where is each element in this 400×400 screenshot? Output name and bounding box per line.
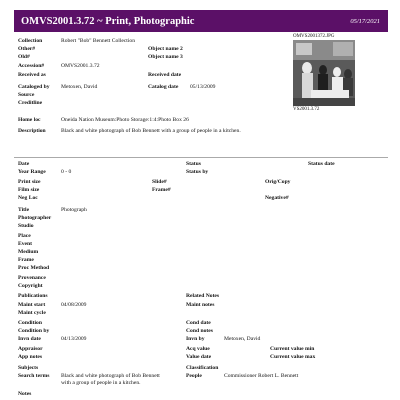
title-value: Photograph	[61, 207, 87, 213]
cond-notes-label: Cond notes	[186, 328, 213, 334]
current-value-min-label: Current value min	[270, 346, 315, 352]
people-label: People	[186, 373, 202, 379]
creditline-label: Creditline	[18, 100, 43, 106]
print-date: 05/17/2021	[350, 17, 380, 25]
image-filename: OMVS2001372.JPG	[293, 34, 335, 39]
other-label: Other#	[18, 46, 36, 52]
appraisor-label: Appraisor	[18, 346, 43, 352]
print-size-label: Print size	[18, 179, 41, 185]
event-label: Event	[18, 241, 32, 247]
photographer-label: Photographer	[18, 215, 52, 221]
condition-label: Condition	[18, 320, 42, 326]
invn-date-value: 04/13/2009	[61, 336, 87, 342]
negative-label: Negative#	[265, 195, 289, 201]
acq-value-label: Acq value	[186, 346, 210, 352]
maint-cycle-label: Maint cycle	[18, 310, 46, 316]
film-size-label: Film size	[18, 187, 40, 193]
notes-label: Notes	[18, 391, 32, 397]
value-date-label: Value date	[186, 354, 212, 360]
title-label: Title	[18, 207, 30, 213]
maint-start-label: Maint start	[18, 302, 46, 308]
orig-copy-label: Orig/Copy	[265, 179, 291, 185]
invn-by-label: Invn by	[186, 336, 205, 342]
photograph-image	[293, 40, 355, 106]
year-range-label: Year Range	[18, 169, 46, 175]
home-loc-label: Home loc	[18, 117, 41, 123]
cataloged-by-label: Cataloged by	[18, 84, 50, 90]
object-name2-label: Object name 2	[148, 46, 183, 52]
invn-by-value: Metoxen, David	[224, 336, 261, 342]
home-loc-value: Oneida Nation Museum:Photo Storage:1:4:Photo Box 26	[61, 117, 189, 123]
place-label: Place	[18, 233, 31, 239]
frame-label: Frame	[18, 257, 34, 263]
invn-date-label: Invn date	[18, 336, 41, 342]
subjects-label: Subjects	[18, 365, 39, 371]
slide-label: Slide#	[152, 179, 167, 185]
image-caption: VS2001.3.72	[293, 107, 320, 112]
app-notes-label: App notes	[18, 354, 43, 360]
status-label: Status	[186, 161, 201, 167]
object-name3-label: Object name 3	[148, 54, 183, 60]
publications-label: Publications	[18, 293, 48, 299]
status-by-label: Status by	[186, 169, 209, 175]
record-title: OMVS2001.3.72 ~ Print, Photographic	[21, 15, 195, 27]
catalog-date-value: 05/13/2009	[190, 84, 216, 90]
description-label: Description	[18, 128, 46, 134]
medium-label: Medium	[18, 249, 39, 255]
received-as-label: Received as	[18, 72, 46, 78]
search-terms-label: Search terms	[18, 373, 50, 379]
source-label: Source	[18, 92, 35, 98]
maint-start-value: 04/08/2009	[61, 302, 87, 308]
accession-label: Accession#	[18, 63, 45, 69]
maint-notes-label: Maint notes	[186, 302, 215, 308]
collection-value: Robert "Bob" Bennett Collection	[61, 38, 136, 44]
received-date-label: Received date	[148, 72, 182, 78]
search-terms-line2: with a group of people in a kitchen.	[61, 380, 141, 386]
frame-num-label: Frame#	[152, 187, 171, 193]
neg-loc-label: Neg Loc	[18, 195, 38, 201]
proc-method-label: Proc Method	[18, 265, 50, 271]
current-value-max-label: Current value max	[270, 354, 316, 360]
old-label: Old#	[18, 54, 30, 60]
search-terms-line1: Black and white photograph of Bob Bennett	[61, 373, 160, 379]
divider	[14, 157, 388, 158]
record-header	[14, 10, 388, 32]
copyright-label: Copyright	[18, 283, 43, 289]
studio-label: Studio	[18, 223, 34, 229]
collection-label: Collection	[18, 38, 43, 44]
condition-by-label: Condition by	[18, 328, 50, 334]
year-range-value: 0 - 0	[61, 169, 72, 175]
accession-value: OMVS2001.3.72	[61, 63, 100, 69]
status-date-label: Status date	[308, 161, 335, 167]
people-value: Commissioner Robert L. Bennett	[224, 373, 299, 379]
provenance-label: Provenance	[18, 275, 46, 281]
cataloged-by-value: Metoxen, David	[61, 84, 98, 90]
cond-date-label: Cond date	[186, 320, 211, 326]
classification-label: Classification	[186, 365, 219, 371]
date-label: Date	[18, 161, 30, 167]
related-notes-label: Related Notes	[186, 293, 220, 299]
description-value: Black and white photograph of Bob Bennett with a group of people in a kitchen.	[61, 128, 241, 134]
catalog-date-label: Catalog date	[148, 84, 179, 90]
